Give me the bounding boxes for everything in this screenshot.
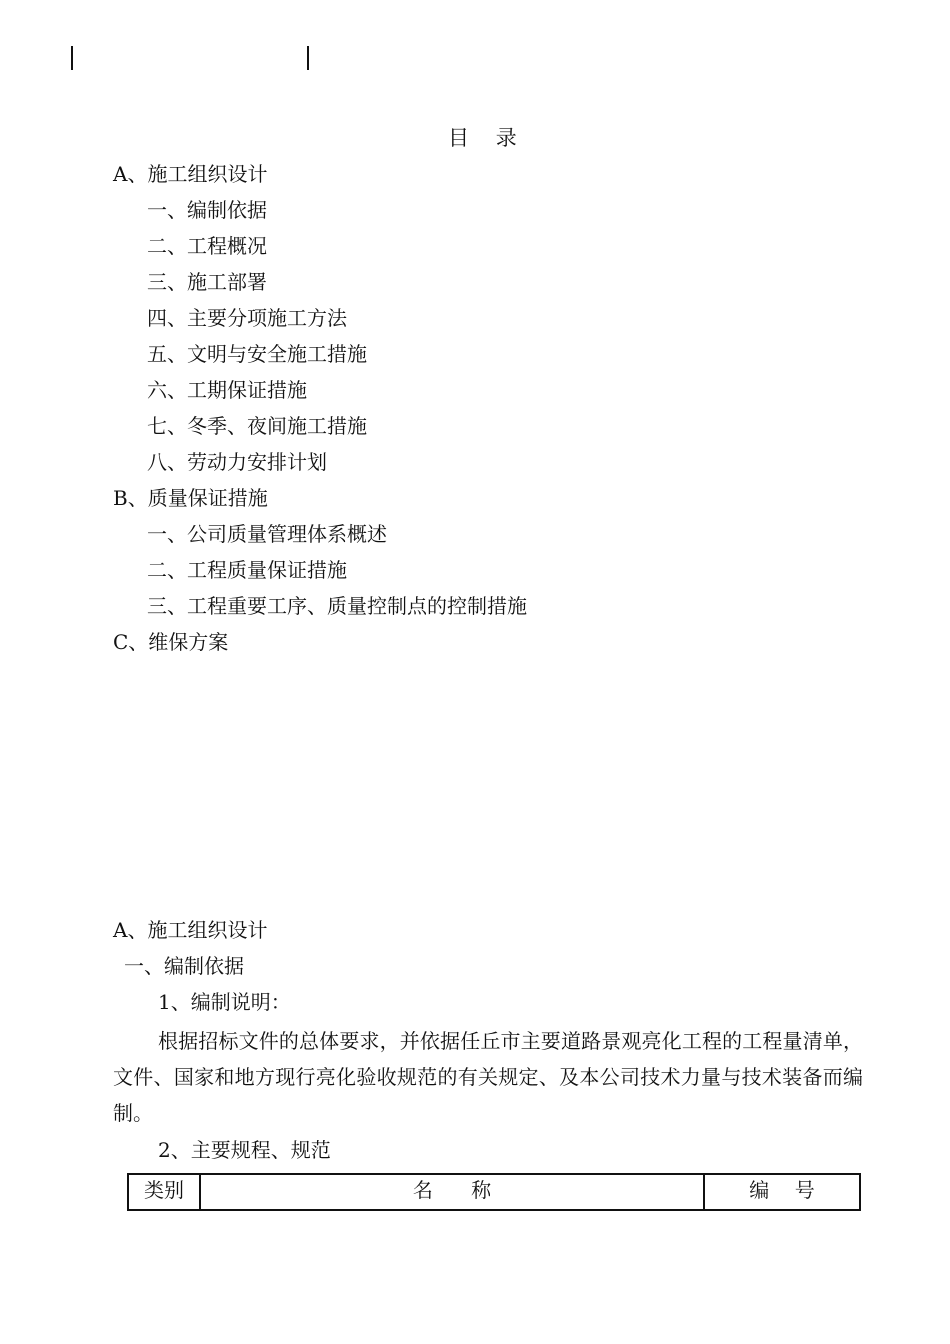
spec-table-header-row <box>128 1174 860 1210</box>
item1-heading: 1、编制说明： <box>158 990 291 1014</box>
item1-paragraph: 根据招标文件的总体要求，并依据任丘市主要道路景观亮化工程的工程量清单，文件、国家和地方现行亮化验收规范的有关规定、及本公司技术力量与技术装备而编制。 <box>113 1029 863 1125</box>
toc-subsection: 八、劳动力安排计划 <box>147 450 327 474</box>
toc-subsection: 一、编制依据 <box>147 198 267 222</box>
toc-subsection: 四、主要分项施工方法 <box>147 306 347 330</box>
toc-title: 目 录 <box>448 126 517 150</box>
toc-subsection: 一、公司质量管理体系概述 <box>147 522 387 546</box>
toc-subsection: 七、冬季、夜间施工措施 <box>147 414 367 438</box>
toc-section: C、维保方案 <box>113 630 229 654</box>
toc-section: B、质量保证措施 <box>113 486 268 510</box>
toc-section: A、施工组织设计 <box>113 162 268 186</box>
toc-subsection: 六、工期保证措施 <box>147 378 307 402</box>
toc-subsection: 五、文明与安全施工措施 <box>147 342 367 366</box>
subsection-heading: 一、编制依据 <box>124 954 244 978</box>
header-left-bar <box>71 46 73 70</box>
header-name: 名 称 <box>200 1174 704 1210</box>
toc-subsection: 三、施工部署 <box>147 270 267 294</box>
header-right-bar <box>307 46 309 70</box>
section-heading: A、施工组织设计 <box>113 918 268 942</box>
header-number: 编 号 <box>704 1174 860 1210</box>
toc-subsection: 三、工程重要工序、质量控制点的控制措施 <box>147 594 527 618</box>
spec-table <box>127 1173 861 1211</box>
item2-heading: 2、主要规程、规范 <box>158 1138 331 1162</box>
toc-subsection: 二、工程质量保证措施 <box>147 558 347 582</box>
toc-subsection: 二、工程概况 <box>147 234 267 258</box>
header-category: 类别 <box>128 1174 200 1210</box>
